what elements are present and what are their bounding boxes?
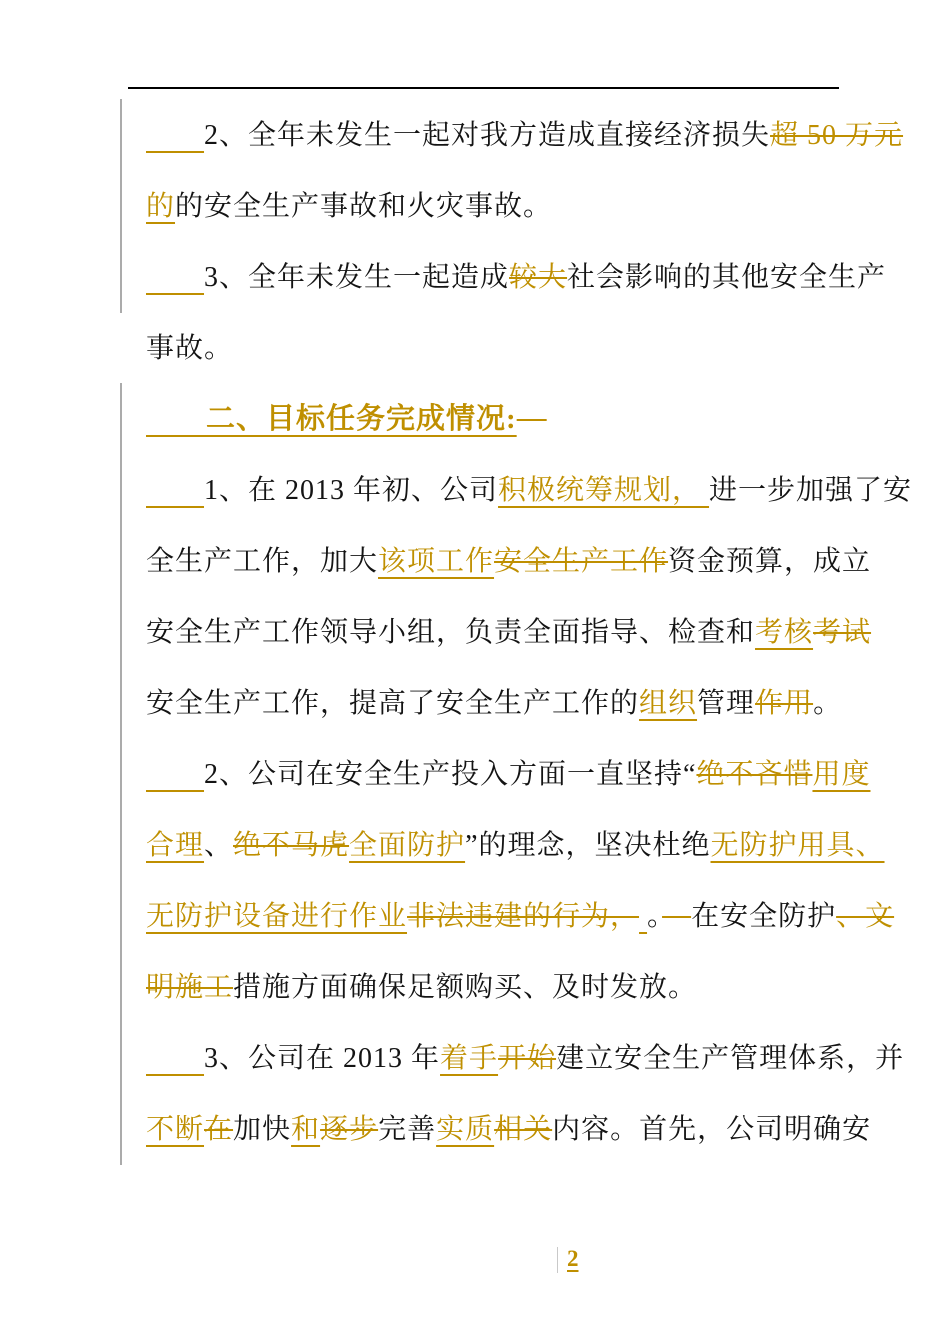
inserted-text: 全面防护: [349, 830, 466, 861]
text-run: 安全生产工作领导小组，负责全面指导、检查和: [146, 617, 756, 648]
inserted-text: 实质: [436, 1114, 495, 1145]
change-bar: [120, 951, 122, 1023]
text-run: 全生产工作，加大: [146, 546, 379, 577]
text-line: [146, 171, 856, 242]
inserted-text: [146, 1043, 204, 1074]
text-run: 措施方面确保足额购买、及时发放。: [233, 972, 698, 1003]
deleted-text: 开始: [498, 1043, 557, 1074]
text-run: 建立安全生产管理体系，并: [556, 1043, 905, 1074]
inserted-text: [146, 120, 204, 151]
text-run: 社会影响的其他安全生产: [567, 262, 887, 293]
text-line: [146, 597, 872, 668]
text-run: 事故。: [146, 333, 234, 364]
deleted-text: 逐步: [320, 1114, 379, 1145]
deleted-text: 安全生产工作: [494, 546, 669, 577]
text-line: [146, 526, 872, 597]
document-body[interactable]: [146, 100, 913, 1165]
inserted-text: 合理: [146, 830, 205, 861]
text-run: 进一步加强了安: [709, 475, 913, 506]
change-bar: [120, 1093, 122, 1165]
text-run: 加快: [233, 1114, 292, 1145]
inserted-text: 的: [146, 191, 176, 222]
deleted-text: 、文: [836, 901, 895, 932]
text-run: 1、在 2013 年初、公司: [204, 475, 499, 506]
inserted-text: 积极统筹规划，: [498, 475, 710, 506]
text-run: 内容。首先，公司明确安: [552, 1114, 872, 1145]
text-line: [146, 952, 856, 1023]
para-task-3: [146, 1023, 905, 1165]
text-run: 。: [813, 688, 843, 719]
text-line: [146, 739, 871, 810]
inserted-text: 考核: [755, 617, 814, 648]
text-run: 、: [204, 830, 234, 861]
change-bar: [120, 809, 122, 881]
change-bar: [120, 454, 122, 526]
change-bar: [120, 738, 122, 810]
text-run: 3、公司在 2013 年: [204, 1043, 441, 1074]
text-line: [146, 242, 887, 313]
inserted-text: [146, 262, 204, 293]
text-line: [146, 384, 856, 455]
text-run: 2、全年未发生一起对我方造成直接经济损失: [204, 120, 771, 151]
text-run: 。: [647, 901, 663, 932]
inserted-text: [146, 475, 204, 506]
inserted-text: 和: [291, 1114, 321, 1145]
inserted-text: 无防护用具、: [710, 830, 885, 861]
change-bar: [120, 525, 122, 597]
deleted-text: 明施工: [146, 972, 234, 1003]
text-line: [146, 100, 904, 171]
deleted-text: [662, 901, 691, 932]
change-bar: [120, 383, 122, 455]
text-line: [146, 455, 913, 526]
deleted-text: 绝不马虎: [233, 830, 350, 861]
change-bar: [120, 241, 122, 313]
deleted-text: 超 50 万元: [770, 120, 904, 151]
text-run: 3、全年未发生一起造成: [204, 262, 510, 293]
inserted-text: 用度: [812, 759, 871, 790]
text-run: 管理: [697, 688, 756, 719]
inserted-text: 组织: [639, 688, 698, 719]
change-bar: [120, 99, 122, 171]
deleted-text: 非法违建的行为，: [407, 901, 640, 932]
text-run: 的安全生产事故和火灾事故。: [175, 191, 553, 222]
deleted-text: 考试: [813, 617, 872, 648]
inserted-text: 无防护设备进行作业: [146, 901, 408, 932]
deleted-text: 较大: [509, 262, 568, 293]
inserted-text: 二、目标任务完成情况:: [146, 403, 517, 435]
deleted-text: 在: [204, 1114, 234, 1145]
change-bar: [120, 170, 122, 242]
para-item-2: [146, 100, 904, 242]
change-bar: [120, 667, 122, 739]
inserted-text: 不断: [146, 1114, 205, 1145]
change-bar: [120, 880, 122, 952]
text-run: ”的理念，坚决杜绝: [465, 830, 711, 861]
change-bar: [120, 1022, 122, 1094]
text-line: [146, 810, 885, 881]
text-run: 资金预算，成立: [668, 546, 872, 577]
text-run: 2、公司在安全生产投入方面一直坚持“: [204, 759, 697, 790]
header-rule: [128, 87, 839, 89]
deleted-text: [517, 403, 547, 435]
inserted-text: 着手: [440, 1043, 499, 1074]
text-line: [146, 1023, 905, 1094]
footer-change-bar: [557, 1247, 558, 1273]
text-run: 安全生产工作，提高了安全生产工作的: [146, 688, 640, 719]
deleted-text: 相关: [494, 1114, 553, 1145]
text-line: [146, 1094, 872, 1165]
heading-section-two: [146, 384, 856, 455]
text-line: [146, 881, 895, 952]
deleted-text: 绝不吝惜: [696, 759, 813, 790]
text-run: 在安全防护: [691, 901, 837, 932]
deleted-text: 作用: [755, 688, 814, 719]
para-task-1: [146, 455, 913, 739]
text-line: [146, 668, 856, 739]
text-run: 完善: [378, 1114, 437, 1145]
text-line: [146, 313, 856, 384]
change-bar: [120, 596, 122, 668]
inserted-text: [146, 759, 204, 790]
para-task-2: [146, 739, 895, 1023]
inserted-text: 该项工作: [378, 546, 495, 577]
page-number: 2: [567, 1246, 579, 1271]
para-item-3: [146, 242, 887, 384]
inserted-text: [639, 901, 647, 932]
